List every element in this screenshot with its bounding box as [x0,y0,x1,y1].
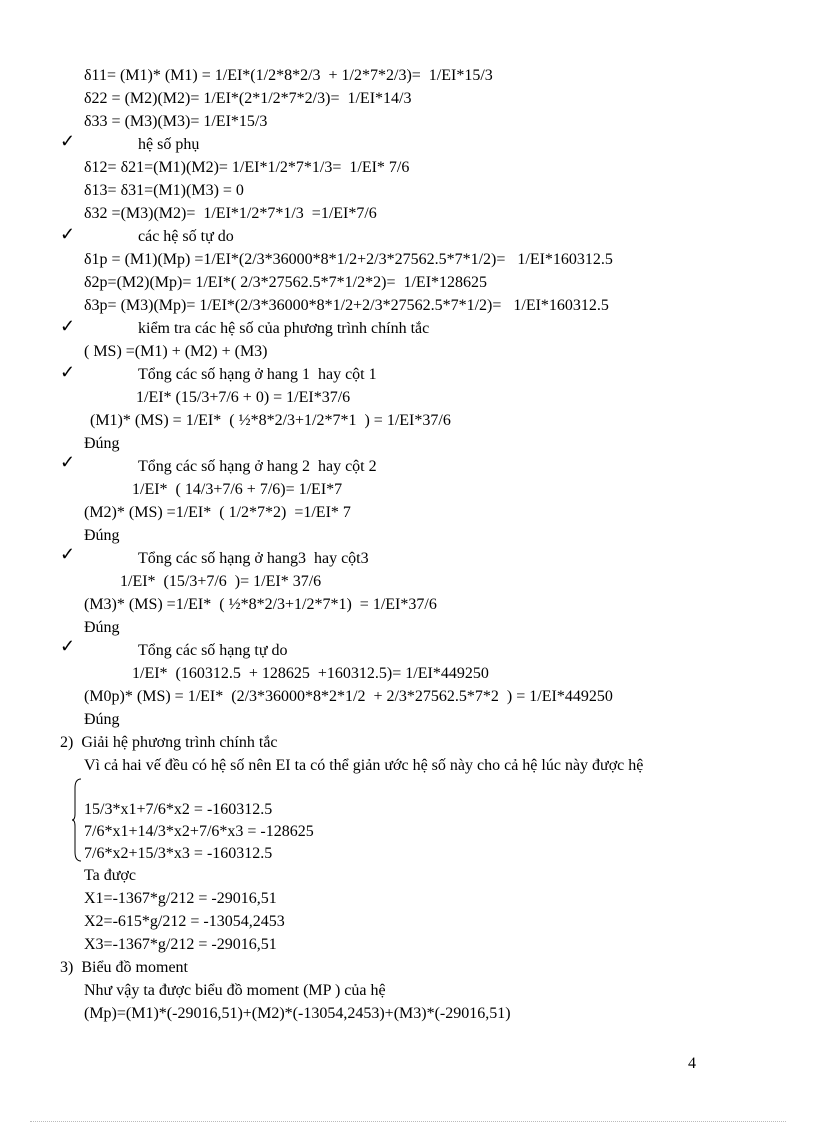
row1-sum-value: 1/EI* (15/3+7/6 + 0) = 1/EI*37/6 [136,389,351,406]
check-icon: ✓ [60,636,76,656]
delta-12-line: δ12= δ21=(M1)(M2)= 1/EI*1/2*7*1/3= 1/EI* 7/6 [84,159,410,176]
footer-divider [30,1121,786,1122]
delta-11-line: δ11= (M1)* (M1) = 1/EI*(1/2*8*2/3 + 1/2*7*2/3)= 1/EI*15/3 [84,67,493,84]
delta-33-line: δ33 = (M3)(M3)= 1/EI*15/3 [84,113,268,130]
free-terms-sum-value: 1/EI* (160312.5 + 128625 +160312.5)= 1/EI*449250 [132,665,489,682]
equation-system-brace [72,778,82,862]
free-terms-sum-heading: Tổng các số hạng tự do [138,642,288,659]
section-3-intro: Như vậy ta được biểu đồ moment (MP ) của hệ [84,982,386,999]
delta-1p-line: δ1p = (M1)(Mp) =1/EI*(2/3*36000*8*1/2+2/3*27562.5*7*1/2)= 1/EI*160312.5 [84,251,613,268]
check-icon: ✓ [60,131,76,151]
moment-diagram-formula: (Mp)=(M1)*(-29016,51)+(M2)*(-13054,2453)+(M3)*(-29016,51) [84,1005,511,1022]
equation-2: 7/6*x1+14/3*x2+7/6*x3 = -128625 [84,823,314,840]
result-x1: X1=-1367*g/212 = -29016,51 [84,890,277,907]
row1-correct-label: Đúng [84,435,120,452]
page-number: 4 [688,1055,696,1072]
row1-sum-heading: Tổng các số hạng ở hang 1 hay cột 1 [138,366,377,383]
equation-3: 7/6*x2+15/3*x3 = -160312.5 [84,845,273,862]
section-2-heading: 2) Giải hệ phương trình chính tắc [60,734,278,751]
check-coefficients-heading: kiểm tra các hệ số của phương trình chính tắc [138,320,430,337]
check-icon: ✓ [60,316,76,336]
equation-1: 15/3*x1+7/6*x2 = -160312.5 [84,801,273,818]
check-icon: ✓ [60,452,76,472]
row3-correct-label: Đúng [84,619,120,636]
row2-correct-label: Đúng [84,527,120,544]
row2-sum-value: 1/EI* ( 14/3+7/6 + 7/6)= 1/EI*7 [132,481,343,498]
check-icon: ✓ [60,544,76,564]
delta-32-line: δ32 =(M3)(M2)= 1/EI*1/2*7*1/3 =1/EI*7/6 [84,205,377,222]
row3-sum-heading: Tổng các số hạng ở hang3 hay cột3 [138,550,369,567]
free-coefficients-heading: các hệ số tự do [138,228,234,245]
row2-check-line: (M2)* (MS) =1/EI* ( 1/2*7*2) =1/EI* 7 [84,504,351,521]
result-x3: X3=-1367*g/212 = -29016,51 [84,936,277,953]
row2-sum-heading: Tổng các số hạng ở hang 2 hay cột 2 [138,458,377,475]
secondary-coefficients-heading: hệ số phụ [138,136,200,153]
row3-sum-value: 1/EI* (15/3+7/6 )= 1/EI* 37/6 [120,573,322,590]
free-terms-check-line: (M0p)* (MS) = 1/EI* (2/3*36000*8*2*1/2 + 2/3*27562.5*7*2 ) = 1/EI*449250 [84,688,613,705]
ms-definition-line: ( MS) =(M1) + (M2) + (M3) [84,343,268,360]
free-terms-correct-label: Đúng [84,711,120,728]
section-3-heading: 3) Biểu đồ moment [60,959,188,976]
delta-3p-line: δ3p= (M3)(Mp)= 1/EI*(2/3*36000*8*1/2+2/3*27562.5*7*1/2)= 1/EI*160312.5 [84,297,609,314]
check-icon: ✓ [60,224,76,244]
delta-22-line: δ22 = (M2)(M2)= 1/EI*(2*1/2*7*2/3)= 1/EI*14/3 [84,90,412,107]
delta-13-line: δ13= δ31=(M1)(M3) = 0 [84,182,244,199]
row1-check-line: (M1)* (MS) = 1/EI* ( ½*8*2/3+1/2*7*1 ) = 1/EI*37/6 [90,412,451,429]
delta-2p-line: δ2p=(M2)(Mp)= 1/EI*( 2/3*27562.5*7*1/2*2)= 1/EI*128625 [84,274,488,291]
result-x2: X2=-615*g/212 = -13054,2453 [84,913,285,930]
section-2-intro: Vì cả hai vế đều có hệ số nên EI ta có thể giản ước hệ số này cho cả hệ lúc này được hệ [84,757,644,774]
check-icon: ✓ [60,362,76,382]
row3-check-line: (M3)* (MS) =1/EI* ( ½*8*2/3+1/2*7*1) = 1/EI*37/6 [84,596,437,613]
result-heading: Ta được [84,867,136,884]
